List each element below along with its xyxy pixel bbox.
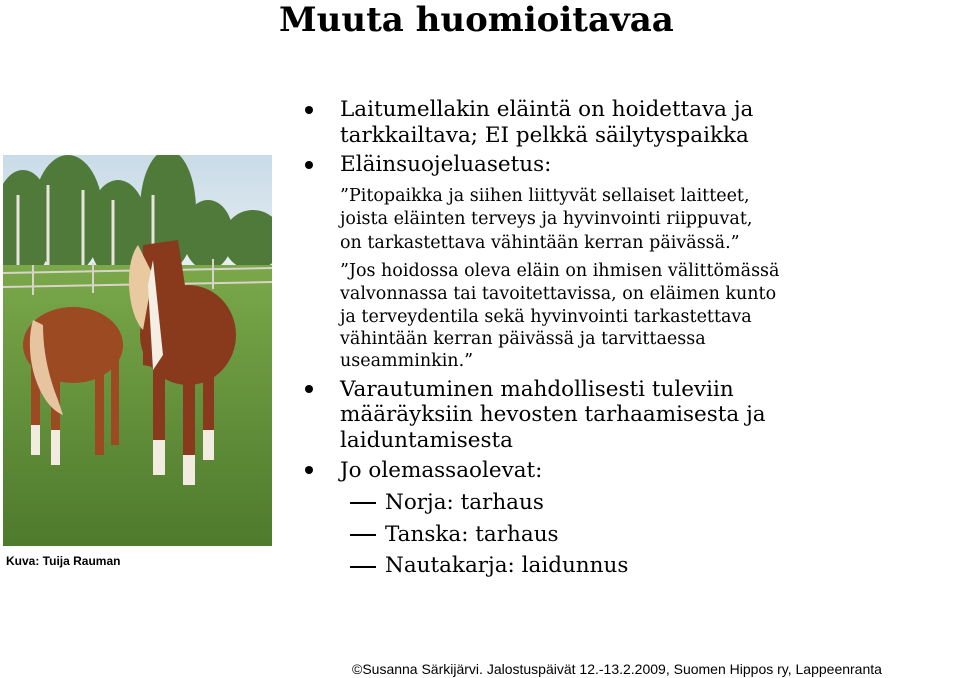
quote-2-line-4: vähintään kerran päivässä ja tarvittaessa (340, 329, 706, 349)
sub-bullet-dash (350, 534, 376, 536)
bullet-3-line-2: määräyksiin hevosten tarhaamisesta ja (340, 402, 766, 427)
bullet-3-line-3: laiduntamisesta (340, 428, 513, 453)
bullet-dot (305, 466, 313, 474)
bullet-dot (305, 106, 313, 114)
quote-2-line-2: valvonnassa tai tavoitettavissa, on eläimen kunto (340, 284, 777, 304)
sub-item-tanska: Tanska: tarhaus (385, 522, 559, 547)
bullet-2-line-1: Eläinsuojeluasetus: (340, 152, 552, 177)
quote-2-line-5: useamminkin.” (340, 351, 474, 371)
slide-title: Muuta huomioitavaa (279, 0, 674, 40)
sub-item-nautakarja: Nautakarja: laidunnus (385, 553, 629, 578)
bullet-1-line-2: tarkkailtava; EI pelkkä säilytyspaikka (340, 123, 749, 148)
bullet-dot (305, 385, 313, 393)
quote-1-line-3: on tarkastettava vähintään kerran päivässä.” (340, 233, 740, 253)
quote-1-line-1: ”Pitopaikka ja siihen liittyvät sellaiset laitteet, (340, 186, 750, 206)
bullet-3-line-1: Varautuminen mahdollisesti tuleviin (340, 377, 734, 402)
bullet-dot (305, 161, 313, 169)
bullet-4-line-1: Jo olemassaolevat: (340, 458, 543, 483)
quote-1-line-2: joista eläinten terveys ja hyvinvointi riippuvat, (340, 209, 753, 229)
sub-item-norja: Norja: tarhaus (385, 490, 544, 515)
bullet-1-line-1: Laitumellakin eläintä on hoidettava ja (340, 97, 754, 122)
quote-2-line-1: ”Jos hoidossa oleva eläin on ihmisen välittömässä (340, 261, 780, 281)
horse-photo-illustration (3, 155, 272, 546)
sub-bullet-dash (350, 566, 376, 568)
photo-caption: Kuva: Tuija Rauman (6, 554, 121, 568)
horse-photo (3, 155, 272, 546)
quote-2-line-3: ja terveydentila sekä hyvinvointi tarkastettava (340, 307, 752, 327)
slide-footer: ©Susanna Särkijärvi. Jalostuspäivät 12.-13.2.2009, Suomen Hippos ry, Lappeenranta (352, 661, 882, 677)
sub-bullet-dash (350, 502, 376, 504)
